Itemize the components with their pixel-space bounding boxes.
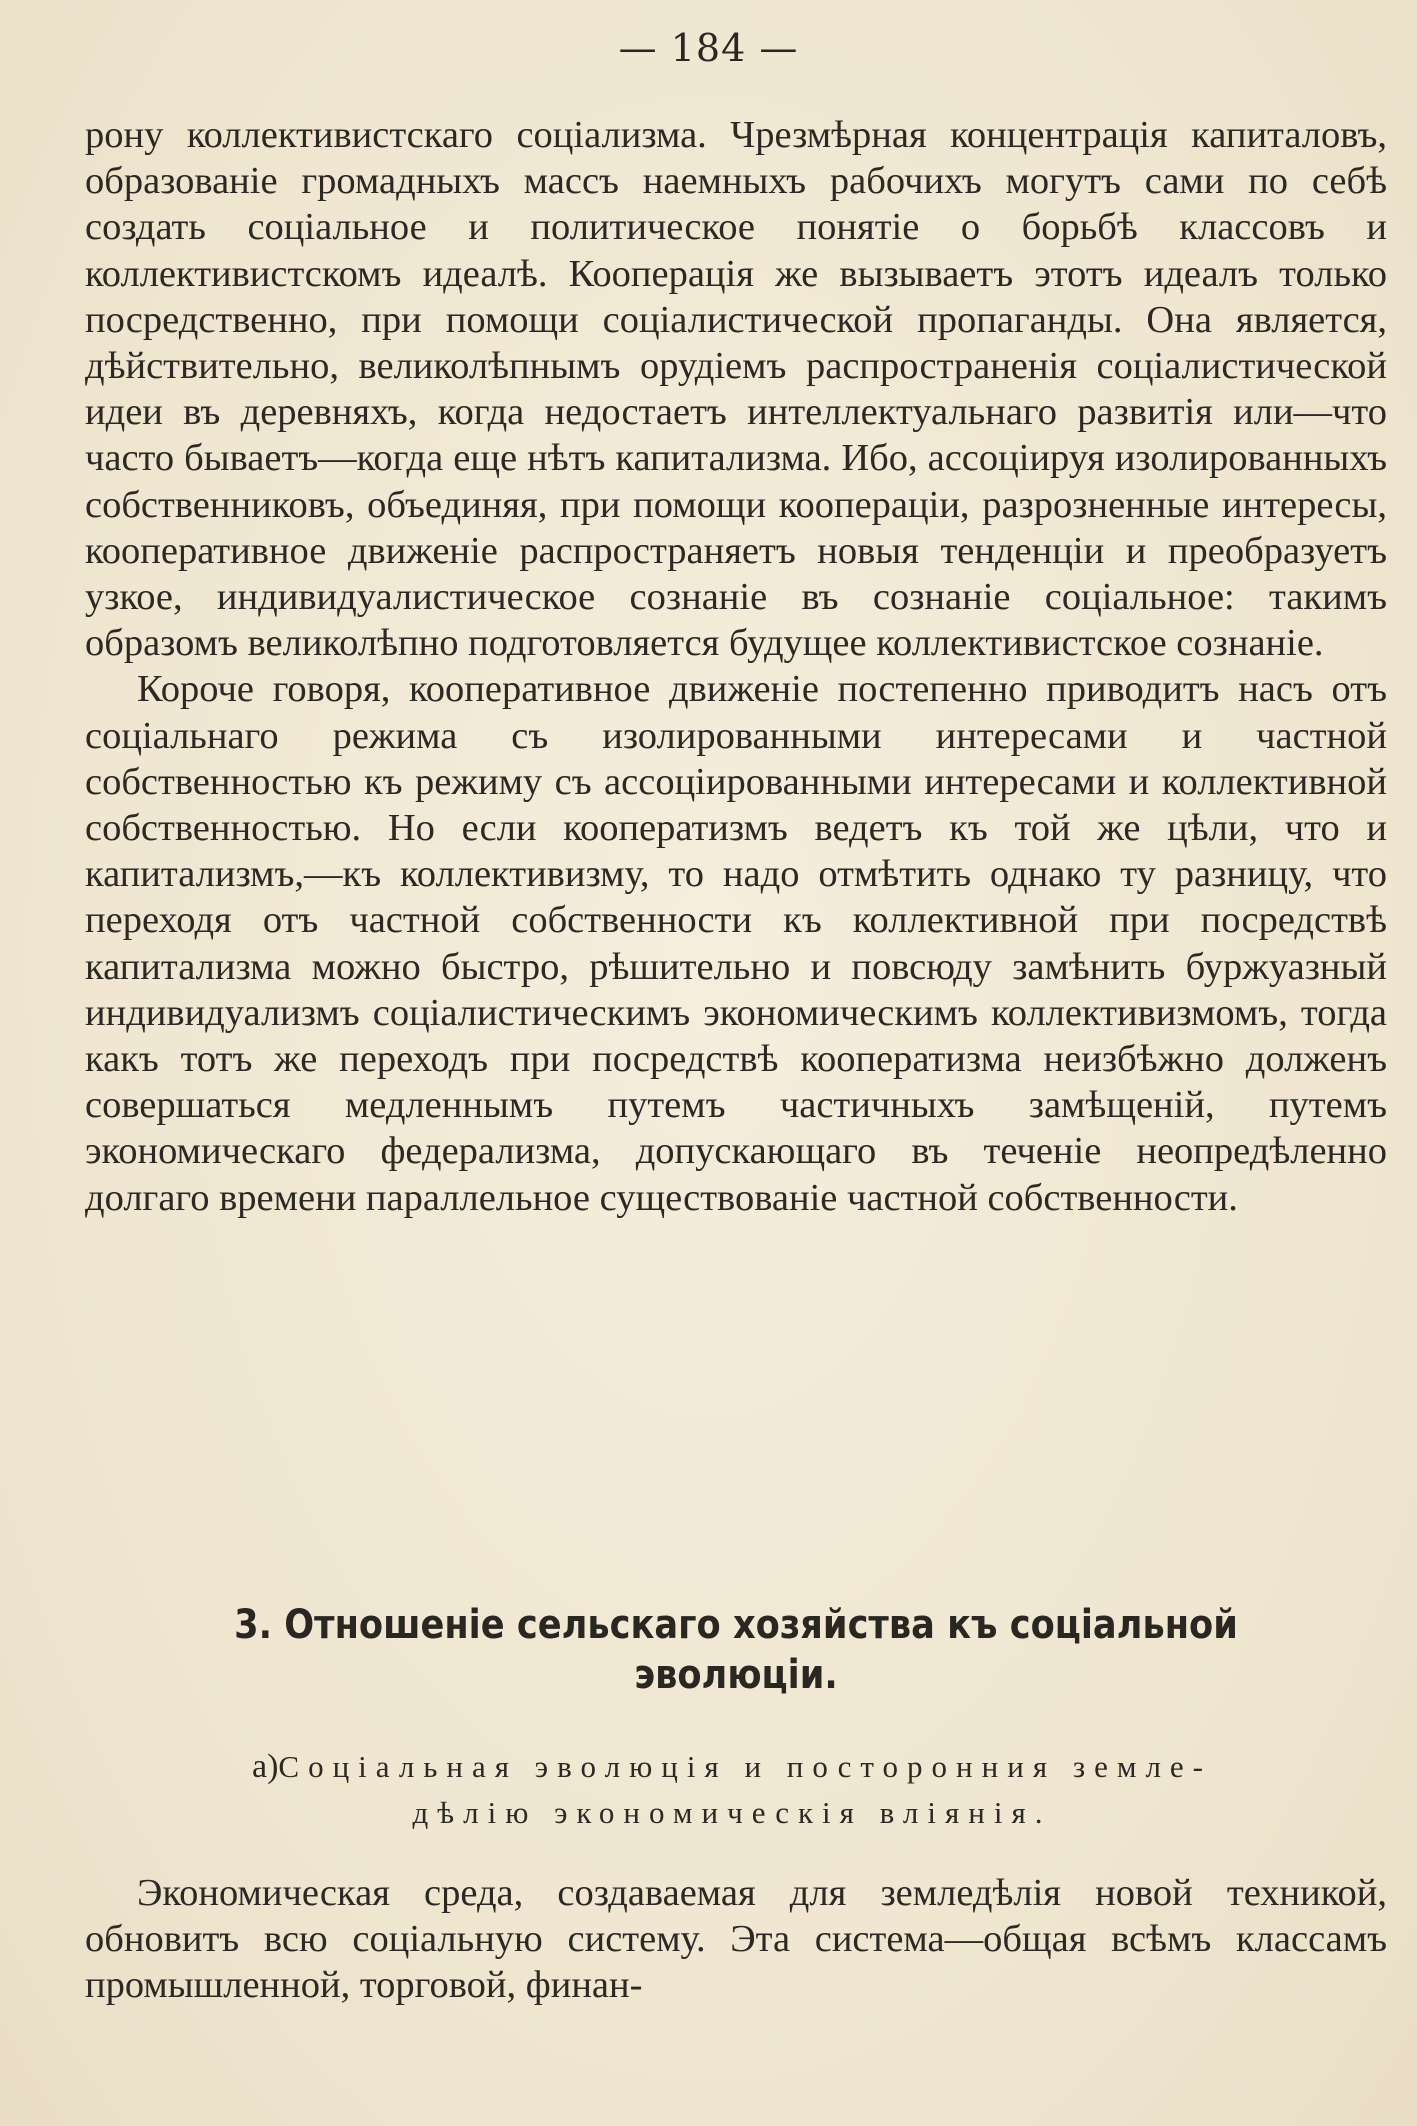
paragraph-economic-environment: Экономическая среда, создаваемая для земледѣлія новой техникой, обновитъ всю соціальную систему. Эта система—общая всѣмъ классамъ промышленной, торговой, финан-: [85, 1872, 1387, 2007]
subsection-marker: а): [251, 1748, 279, 1785]
section-heading-line-1: 3. Отношеніе сельскаго хозяйства къ соціальной: [234, 1602, 1238, 1648]
page-number: — 184 —: [618, 26, 799, 70]
subsection-heading-line-1: [82, 1744, 1382, 1790]
section-heading-line-2: эволюціи.: [634, 1652, 838, 1698]
main-text-block: [85, 112, 1387, 1221]
subsection-title-part-1: Соціальная эволюція и посторонния земле-: [278, 1749, 1212, 1784]
section-text-block: [85, 1870, 1387, 2009]
paragraph-continuation: рону коллективистскаго соціализма. Чрезмѣрная концентрація капиталовъ, образованіе громадныхъ массъ наемныхъ рабочихъ могутъ сами по себѣ создать соціальное и политическое понятіе о борьбѣ классовъ и коллективистскомъ идеалѣ. Кооперація же вызываетъ этотъ идеалъ только посредственно, при помощи соціалистической пропаганды. Она является, дѣйствительно, великолѣпнымъ орудіемъ распространенія соціалистической идеи въ деревняхъ, когда недостаетъ интеллектуальнаго развитія или—что часто бываетъ—когда еще нѣтъ капитализма. Ибо, ассоціируя изолированныхъ собственниковъ, объединяя, при помощи коопераціи, разрозненные интересы, кооперативное движеніе распространяетъ новыя тенденціи и преобразуетъ узкое, индивидуалистическое сознаніе въ сознаніе соціальное: такимъ образомъ великолѣпно подготовляется будущее коллективистское сознаніе.: [85, 114, 1387, 665]
section-heading: [163, 1600, 1309, 1700]
paragraph-summary: Короче говоря, кооперативное движеніе постепенно приводитъ насъ отъ соціальнаго режима съ изолированными интересами и частной собственностью къ режиму съ ассоціированными интересами и коллективной собственностью. Но если кооператизмъ ведетъ къ той же цѣли, что и капитализмъ,—къ коллективизму, то надо отмѣтить однако ту разницу, что переходя отъ частной собственности къ коллективной при посредствѣ капитализма можно быстро, рѣшительно и повсюду замѣнить буржуазный индивидуализмъ соціалистическимъ экономическимъ коллективизмомъ, тогда какъ тотъ же переходъ при посредствѣ кооператизма неизбѣжно долженъ совершаться медленнымъ путемъ частичныхъ замѣщеній, путемъ экономическаго федерализма, допускающаго въ теченіе неопредѣленно долгаго времени параллельное существованіе частной собственности.: [85, 668, 1387, 1219]
subsection-heading: [82, 1744, 1382, 1836]
subsection-heading-line-2: дѣлію экономическія вліянія.: [412, 1795, 1052, 1830]
